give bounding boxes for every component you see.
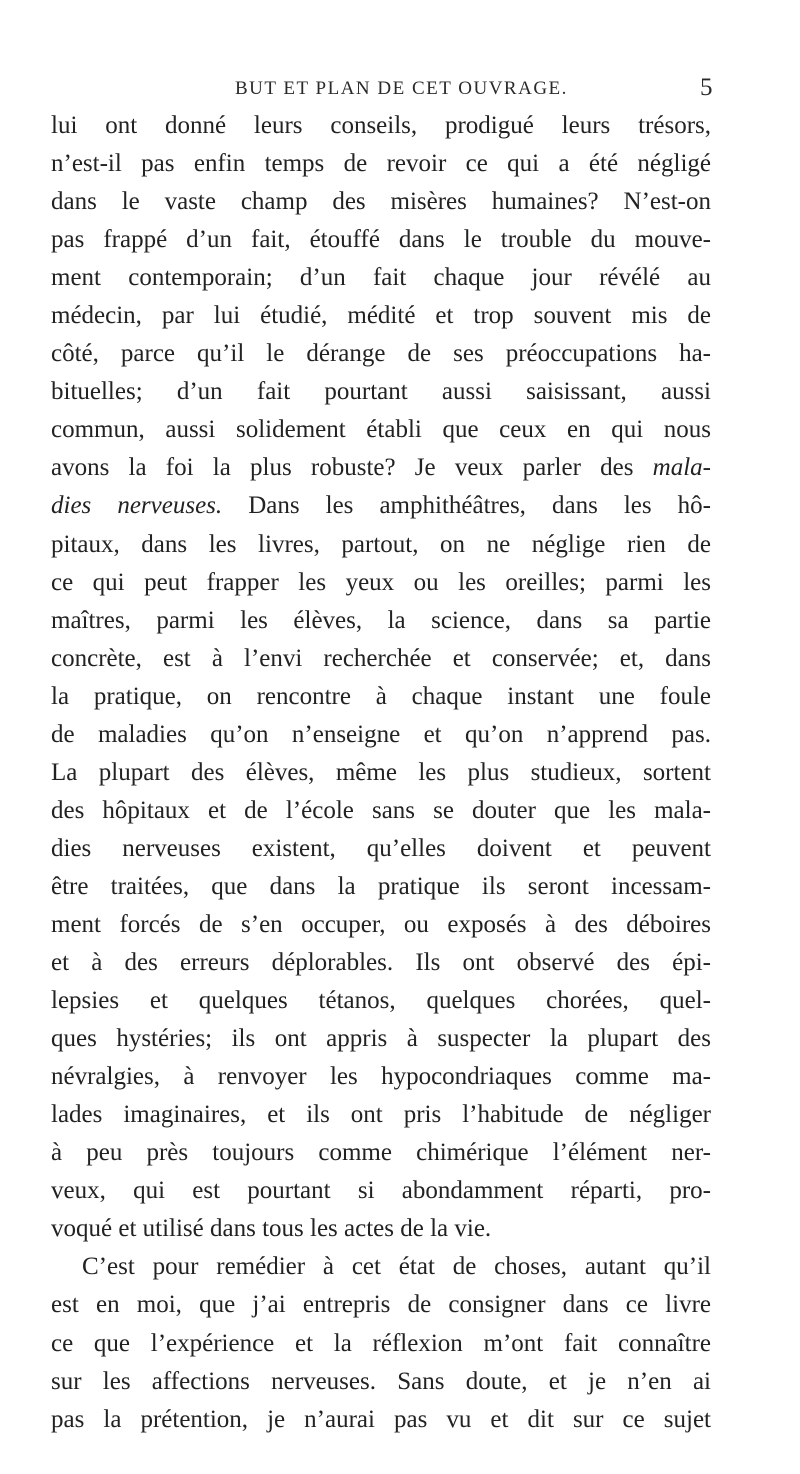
text-line: lepsies et quelques tétanos, quelques chorées, quel- — [51, 987, 711, 1015]
text-line: des hôpitaux et de l’école sans se douter que les mala- — [51, 796, 711, 824]
text-line: pas frappé d’un fait, étouffé dans le trouble du mouve- — [51, 226, 711, 254]
text-line: C’est pour remédier à cet état de choses, autant qu’il — [82, 1253, 711, 1281]
italic-term: dies nerveuses. — [51, 492, 223, 520]
text-segment: avons la foi la plus robuste? Je veux parler des — [51, 454, 653, 482]
text-line: ce que l’expérience et la réflexion m’ont fait connaître — [51, 1329, 711, 1357]
text-line: pas la prétention, je n’aurai pas vu et dit sur ce sujet — [51, 1405, 711, 1433]
text-line: pitaux, dans les livres, partout, on ne néglige rien de — [51, 530, 711, 558]
text-line: n’est-il pas enfin temps de revoir ce qui a été négligé — [51, 150, 711, 178]
text-line: et à des erreurs déplorables. Ils ont observé des épi- — [51, 949, 711, 977]
text-line: être traitées, que dans la pratique ils seront incessam- — [51, 872, 711, 900]
text-line: veux, qui est pourtant si abondamment réparti, pro- — [51, 1177, 711, 1205]
text-line: lui ont donné leurs conseils, prodigué leurs trésors, — [51, 112, 711, 139]
text-line: dies nerveuses existent, qu’elles doivent et peuvent — [51, 834, 711, 862]
text-line: médecin, par lui étudié, médité et trop souvent mis de — [51, 302, 711, 330]
text-line — [51, 487, 711, 525]
text-line: dans le vaste champ des misères humaines? N’est-on — [51, 188, 711, 216]
text-line: névralgies, à renvoyer les hypocondriaques comme ma- — [51, 1063, 711, 1091]
page-number: 5 — [700, 74, 713, 101]
text-segment: Dans les amphithéâtres, dans les hô- — [222, 492, 712, 520]
text-line: concrète, est à l’envi recherchée et conservée; et, dans — [51, 644, 711, 672]
text-line: La plupart des élèves, même les plus studieux, sortent — [51, 758, 711, 786]
italic-term: mala- — [652, 454, 711, 482]
text-line: côté, parce qu’il le dérange de ses préoccupations ha- — [51, 340, 711, 368]
text-line: commun, aussi solidement établi que ceux en qui nous — [51, 416, 711, 444]
running-head — [0, 74, 800, 108]
text-line: voqué et utilisé dans tous les actes de la vie. — [51, 1215, 492, 1243]
text-line: maîtres, parmi les élèves, la science, dans sa partie — [51, 606, 711, 634]
text-line: bituelles; d’un fait pourtant aussi saisissant, aussi — [51, 378, 711, 406]
running-title: BUT ET PLAN DE CET OUVRAGE. — [235, 78, 568, 99]
text-line: ce qui peut frapper les yeux ou les oreilles; parmi les — [51, 568, 711, 596]
text-line — [51, 449, 711, 487]
text-line: lades imaginaires, et ils ont pris l’habitude de négliger — [51, 1101, 711, 1129]
text-line: ment contemporain; d’un fait chaque jour révélé au — [51, 264, 711, 292]
text-line: ment forcés de s’en occuper, ou exposés à des déboires — [51, 910, 711, 938]
text-line: à peu près toujours comme chimérique l’élément ner- — [51, 1139, 711, 1167]
text-line: sur les affections nerveuses. Sans doute, et je n’en ai — [51, 1367, 711, 1395]
text-line: est en moi, que j’ai entrepris de consigner dans ce livre — [51, 1291, 711, 1319]
text-line: ques hystéries; ils ont appris à suspecter la plupart des — [51, 1025, 711, 1053]
body-text — [51, 107, 711, 1439]
text-line: la pratique, on rencontre à chaque instant une foule — [51, 682, 711, 710]
text-line: de maladies qu’on n’enseigne et qu’on n’apprend pas. — [51, 720, 711, 748]
